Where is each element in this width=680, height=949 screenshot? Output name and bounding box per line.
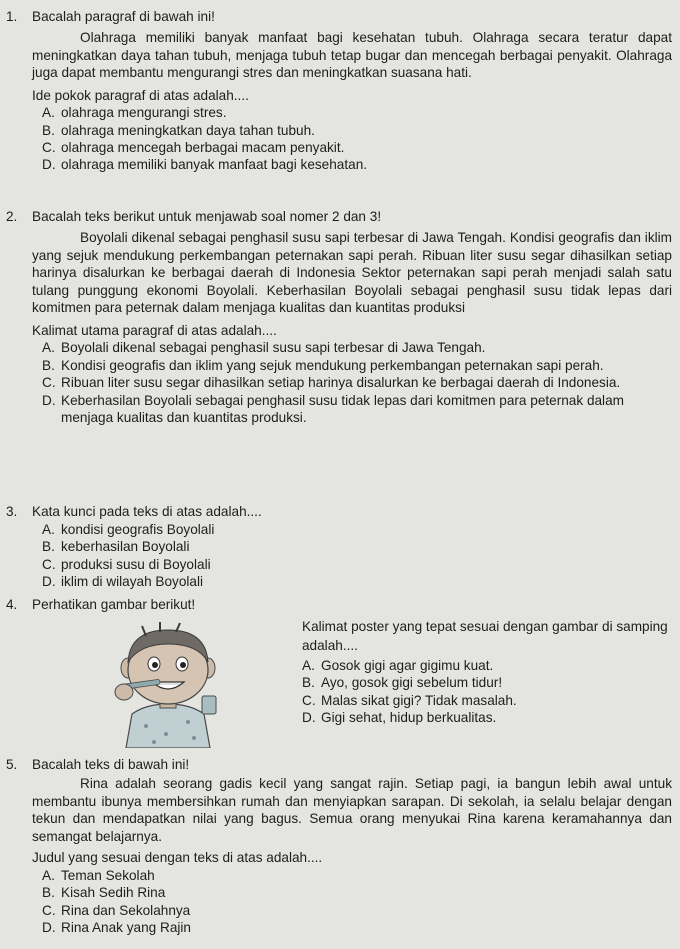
- answer-options: [42, 521, 672, 591]
- question-prompt: Kalimat poster yang tepat sesuai dengan gambar di samping adalah....: [302, 619, 668, 653]
- question-2: [6, 208, 672, 426]
- answer-options: [42, 339, 672, 426]
- option-d[interactable]: D. Rina Anak yang Rajin: [42, 920, 191, 935]
- question-number: 1.: [6, 9, 18, 24]
- question-title: Bacalah teks berikut untuk menjawab soal nomer 2 dan 3!: [32, 209, 382, 224]
- question-number: 3.: [6, 504, 18, 519]
- option-a[interactable]: A. kondisi geografis Boyolali: [42, 522, 215, 537]
- question-title: Kata kunci pada teks di atas adalah....: [32, 504, 262, 519]
- option-b[interactable]: B. olahraga meningkatkan daya tahan tubuh.: [42, 122, 315, 138]
- option-a[interactable]: A. Teman Sekolah: [42, 867, 155, 883]
- question-1: [6, 8, 672, 174]
- question-5: [6, 756, 672, 936]
- question-4: [6, 596, 672, 746]
- child-brushing-teeth-illustration: [106, 622, 230, 748]
- question-prompt: Judul yang sesuai dengan teks di atas adalah....: [32, 850, 323, 866]
- question-prompt: Ide pokok paragraf di atas adalah....: [32, 87, 249, 103]
- question-prompt: Kalimat utama paragraf di atas adalah....: [32, 322, 277, 338]
- question-number: 2.: [6, 209, 18, 224]
- option-d[interactable]: D. olahraga memiliki banyak manfaat bagi kesehatan.: [42, 157, 368, 173]
- reading-paragraph: Boyolali dikenal sebagai penghasil susu sapi terbesar di Jawa Tengah. Kondisi geografis dan iklim yang sejuk mendukung perkembangan peternakan sapi perah. Ribuan liter susu segar dihasilkan setiap harinya disalurkan ke berbagai daerah di Indonesia Sektor peternakan sapi perah menjadi salah satu tulang punggung ekonomi Boyolali. Keberhasilan Boyolali sebagai penghasil susu tidak lepas dari komitmen para peternak dalam menjaga kualitas dan kuantitas produksi: [32, 230, 672, 316]
- option-c[interactable]: C. Ribuan liter susu segar dihasilkan setiap harinya disalurkan ke berbagai daerah di Indonesia.: [42, 375, 621, 391]
- option-b[interactable]: B. Kisah Sedih Rina: [42, 885, 166, 901]
- answer-options: [42, 104, 672, 174]
- question-title: Bacalah paragraf di bawah ini!: [32, 9, 215, 24]
- option-d[interactable]: D. Keberhasilan Boyolali sebagai penghasil susu tidak lepas dari komitmen para peternak dalam menjaga kualitas dan kuantitas produksi.: [42, 392, 624, 425]
- option-d[interactable]: D. Gigi sehat, hidup berkualitas.: [302, 710, 497, 726]
- question-number: 4.: [6, 597, 18, 612]
- answer-options: [302, 657, 678, 727]
- option-b[interactable]: B. Kondisi geografis dan iklim yang sejuk mendukung perkembangan peternakan sapi perah.: [42, 357, 604, 373]
- option-d[interactable]: D. iklim di wilayah Boyolali: [42, 574, 204, 590]
- option-a[interactable]: A. olahraga mengurangi stres.: [42, 105, 227, 121]
- option-c[interactable]: C. Rina dan Sekolahnya: [42, 902, 191, 918]
- option-c[interactable]: C. olahraga mencegah berbagai macam penyakit.: [42, 140, 345, 155]
- question-title: Perhatikan gambar berikut!: [32, 597, 196, 612]
- reading-paragraph: Rina adalah seorang gadis kecil yang sangat rajin. Setiap pagi, ia bangun lebih awal untuk membantu ibunya membersihkan rumah dan menyiapkan sarapan. Di sekolah, ia selalu belajar dengan tekun dan mendapatkan nilai yang bagus. Semua orang menyukai Rina karena keramahannya dan semangat belajarnya.: [32, 776, 672, 844]
- option-a[interactable]: A. Gosok gigi agar gigimu kuat.: [302, 658, 494, 673]
- question-title: Bacalah teks di bawah ini!: [32, 757, 190, 772]
- option-b[interactable]: B. keberhasilan Boyolali: [42, 539, 190, 555]
- question-number: 5.: [6, 757, 18, 772]
- answer-options: [42, 867, 672, 937]
- option-a[interactable]: A. Boyolali dikenal sebagai penghasil susu sapi terbesar di Jawa Tengah.: [42, 340, 486, 356]
- question-3: [6, 503, 672, 591]
- option-c[interactable]: C. Malas sikat gigi? Tidak masalah.: [302, 692, 517, 708]
- option-b[interactable]: B. Ayo, gosok gigi sebelum tidur!: [302, 675, 503, 691]
- option-c[interactable]: C. produksi susu di Boyolali: [42, 556, 211, 572]
- reading-paragraph: Olahraga memiliki banyak manfaat bagi kesehatan tubuh. Olahraga secara teratur dapat meningkatkan daya tahan tubuh, menjaga tubuh tetap bugar dan mencegah berbagai penyakit. Olahraga juga dapat membantu mengurangi stres dan meningkatkan suasana hati.: [32, 30, 672, 81]
